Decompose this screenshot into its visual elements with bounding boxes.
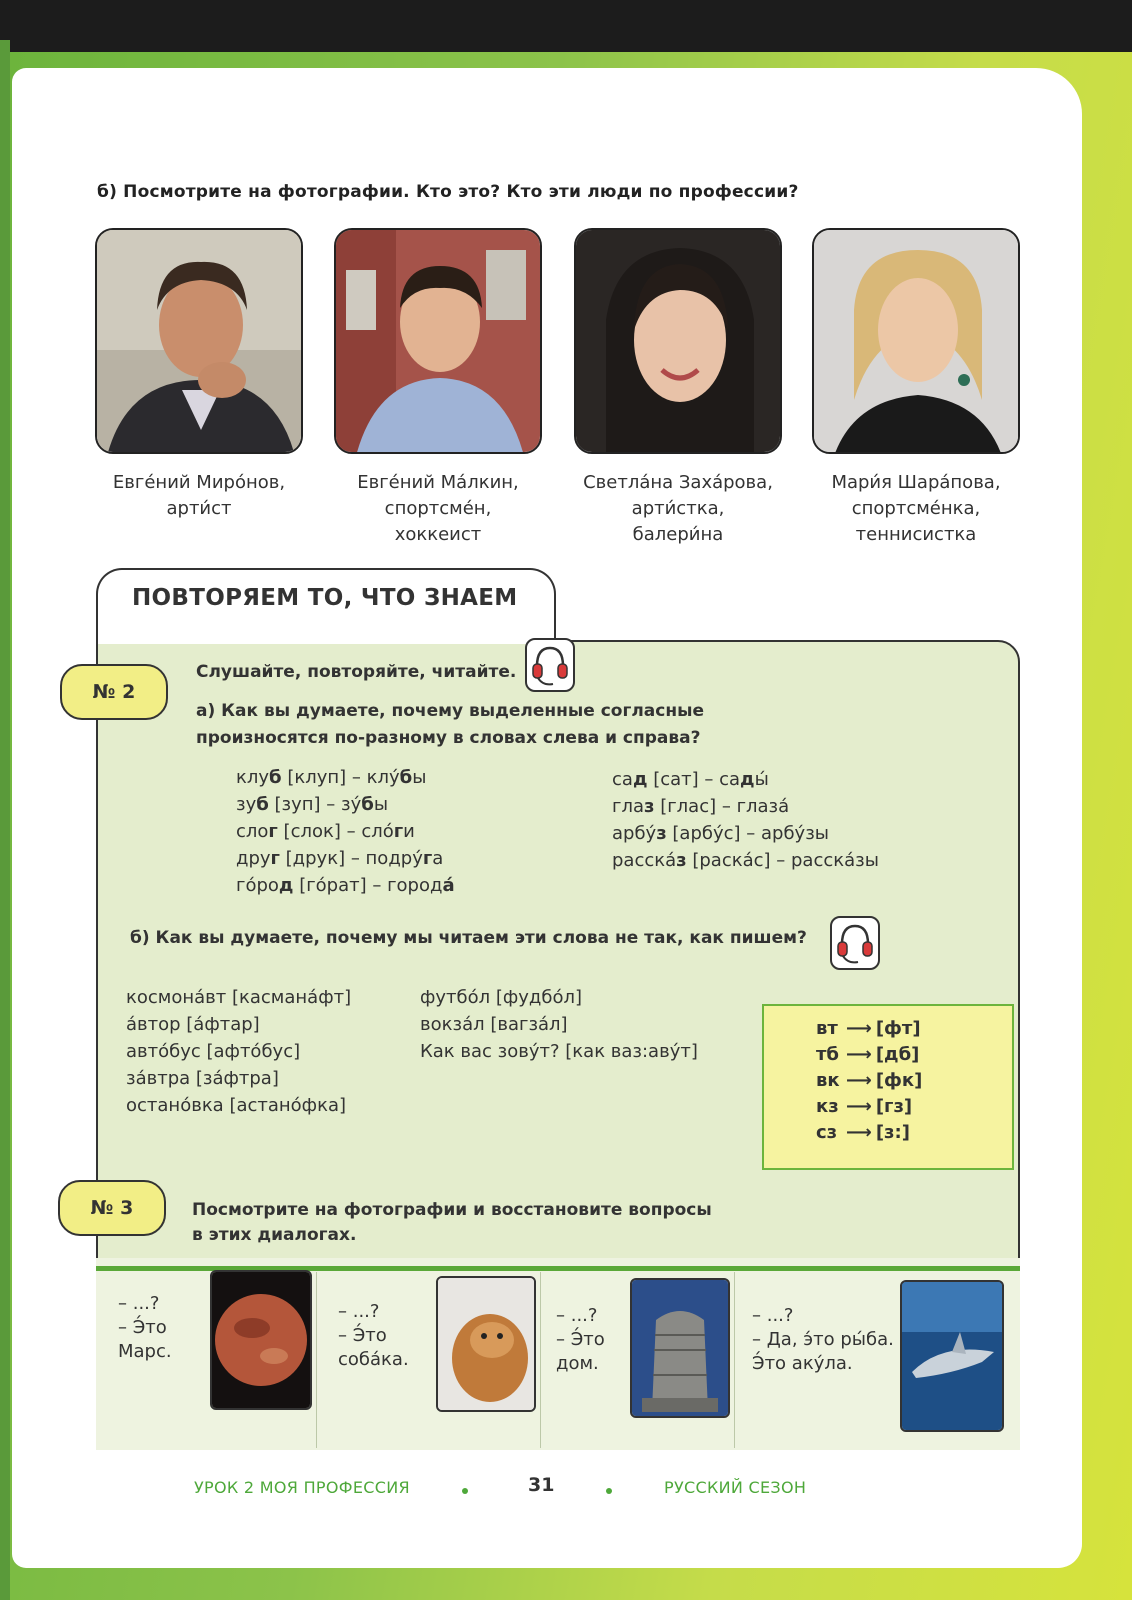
word-item: Как вас зову́т? [как ваз:аву́т] — [420, 1041, 698, 1062]
exercise-b-prompt: б) Посмотрите на фотографии. Кто это? Кто эти люди по профессии? — [97, 182, 799, 202]
audio-headphones-icon[interactable] — [525, 638, 575, 692]
rule-row — [816, 1042, 922, 1068]
dialog-1 — [118, 1292, 172, 1364]
question-line: произносятся по-разному в словах слева и справа? — [196, 728, 701, 748]
rule-row — [816, 1068, 922, 1094]
word-item: футбо́л [фудбо́л] — [420, 987, 583, 1008]
dialog-3 — [556, 1304, 605, 1376]
caption-profession: арти́стка, — [631, 498, 725, 519]
word-item: авто́бус [афто́бус] — [126, 1041, 301, 1062]
exercise-3-badge: № 3 — [58, 1180, 166, 1236]
dialog-answer: – Э́то — [556, 1329, 605, 1350]
rule-from: вт — [816, 1018, 838, 1039]
word-pair: клуб [клуп] – клу́бы — [236, 767, 427, 788]
section-title: ПОВТОРЯЕМ ТО, ЧТО ЗНАЕМ — [132, 585, 518, 611]
rule-to: [гз] — [875, 1096, 913, 1117]
footer-dot — [606, 1488, 612, 1494]
page-number: 31 — [528, 1474, 555, 1496]
word-pair: глаз [глас] – глаза́ — [612, 796, 790, 817]
footer-book-title: РУССКИЙ СЕЗОН — [664, 1478, 807, 1497]
scan-left-edge — [0, 40, 10, 1600]
dialog-answer: Марс. — [118, 1341, 172, 1362]
arrow-icon: ⟶ — [846, 1122, 872, 1143]
divider — [734, 1272, 735, 1448]
photo-person-4 — [812, 228, 1020, 454]
word-pair: го́род [го́рат] – города́ — [236, 875, 455, 896]
word-pairs-left — [236, 764, 455, 899]
word-pair: сад [сат] – сады́ — [612, 769, 769, 790]
dialog-answer: – Да, э́то ры́ба. — [752, 1329, 894, 1350]
arrow-icon: ⟶ — [846, 1018, 872, 1039]
rule-row — [816, 1120, 922, 1146]
dialog-answer: Э́то аку́ла. — [752, 1353, 853, 1374]
photo-dog — [436, 1276, 536, 1412]
caption-person-4 — [798, 470, 1034, 548]
caption-person-2 — [320, 470, 556, 548]
rule-to: [фт] — [875, 1018, 921, 1039]
dialog-question: – ...? — [338, 1301, 380, 1322]
rule-from: кз — [816, 1096, 839, 1117]
audio-headphones-icon[interactable] — [830, 916, 880, 970]
rule-to: [з:] — [875, 1122, 910, 1143]
rule-to: [дб] — [875, 1044, 920, 1065]
word-pairs-right — [612, 766, 879, 874]
photo-shark — [900, 1280, 1004, 1432]
instruction-line: Посмотрите на фотографии и восстановите вопросы — [192, 1200, 712, 1220]
exercise-2-instruction: Слушайте, повторяйте, читайте. — [196, 662, 517, 682]
word-pair: слог [слок] – сло́ги — [236, 821, 415, 842]
exercise-2a-question — [196, 698, 704, 752]
caption-name: Евге́ний Миро́нов, — [112, 472, 286, 493]
assimilation-rules-box — [762, 1004, 1014, 1170]
caption-person-1 — [81, 470, 317, 522]
dialog-question: – ...? — [118, 1293, 160, 1314]
word-item: вокза́л [вагза́л] — [420, 1014, 568, 1035]
exercise-2b-question: б) Как вы думаете, почему мы читаем эти слова не так, как пишем? — [130, 928, 807, 948]
dialog-answer: соба́ка. — [338, 1349, 409, 1370]
photo-mars — [210, 1270, 312, 1410]
rule-row — [816, 1016, 922, 1042]
dialog-answer: – Э́то — [118, 1317, 167, 1338]
rule-from: тб — [816, 1044, 840, 1065]
word-item: а́втор [а́фтар] — [126, 1014, 260, 1035]
dialog-4 — [752, 1304, 894, 1376]
caption-name: Евге́ний Ма́лкин, — [357, 472, 519, 493]
word-column-1 — [126, 984, 351, 1119]
arrow-icon: ⟶ — [846, 1070, 872, 1091]
caption-name: Светла́на Заха́рова, — [583, 472, 773, 493]
word-column-2 — [420, 984, 698, 1065]
word-pair: расска́з [раска́с] – расска́зы — [612, 850, 879, 871]
dialog-answer: – Э́то — [338, 1325, 387, 1346]
instruction-line: в этих диалогах. — [192, 1225, 357, 1245]
word-pair: друг [друк] – подру́га — [236, 848, 444, 869]
word-item: остано́вка [астано́фка] — [126, 1095, 346, 1116]
rule-to: [фк] — [875, 1070, 923, 1091]
caption-profession: спортсме́н, — [384, 498, 492, 519]
word-pair: арбу́з [арбу́с] – арбу́зы — [612, 823, 829, 844]
caption-profession: балери́на — [632, 524, 724, 545]
rule-from: вк — [816, 1070, 840, 1091]
word-item: космона́вт [касмана́фт] — [126, 987, 352, 1008]
divider — [316, 1272, 317, 1448]
rule-from: сз — [816, 1122, 838, 1143]
word-pair: зуб [зуп] – зу́бы — [236, 794, 389, 815]
photo-person-3 — [574, 228, 782, 454]
question-line: а) Как вы думаете, почему выделенные согласные — [196, 701, 704, 721]
caption-name: Мари́я Шара́пова, — [831, 472, 1001, 493]
dialog-2 — [338, 1300, 409, 1372]
divider — [540, 1272, 541, 1448]
arrow-icon: ⟶ — [846, 1096, 872, 1117]
exercise-3-instruction — [192, 1198, 712, 1248]
caption-person-3 — [560, 470, 796, 548]
photo-person-2 — [334, 228, 542, 454]
photo-house — [630, 1278, 730, 1418]
word-item: за́втра [за́фтра] — [126, 1068, 279, 1089]
footer-dot — [462, 1488, 468, 1494]
caption-profession: арти́ст — [166, 498, 232, 519]
caption-profession: спортсме́нка, — [851, 498, 981, 519]
footer-lesson: УРОК 2 МОЯ ПРОФЕССИЯ — [194, 1478, 410, 1497]
arrow-icon: ⟶ — [846, 1044, 872, 1065]
caption-profession: хоккеист — [394, 524, 482, 545]
photo-person-1 — [95, 228, 303, 454]
rule-row — [816, 1094, 922, 1120]
dialog-answer: дом. — [556, 1353, 599, 1374]
exercise-2-badge: № 2 — [60, 664, 168, 720]
dialog-question: – ...? — [752, 1305, 794, 1326]
scan-top-edge — [0, 0, 1132, 52]
dialog-question: – ...? — [556, 1305, 598, 1326]
caption-profession: теннисистка — [855, 524, 977, 545]
